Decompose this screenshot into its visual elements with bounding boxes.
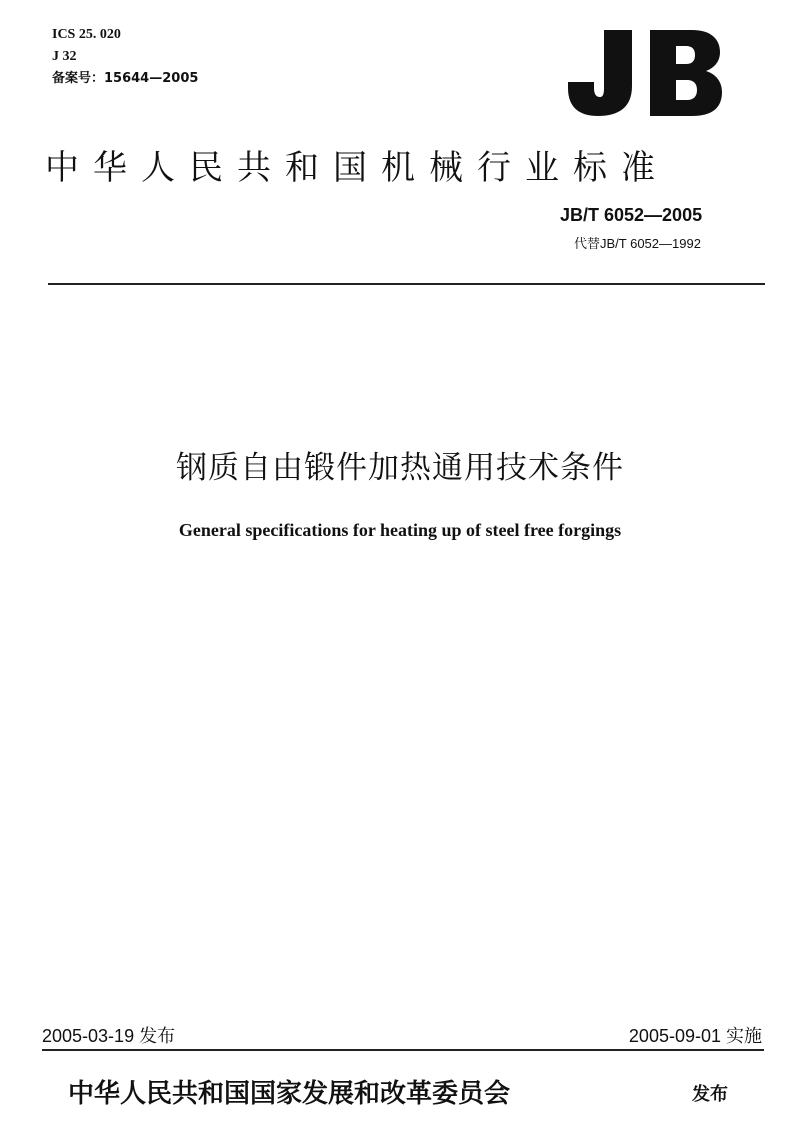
implementation-date: 2005-09-01 实施 (628, 1026, 762, 1046)
industry-standard-title: 中华人民共和国机械行业标准 (45, 148, 669, 188)
header-divider (48, 283, 765, 285)
footer-divider (42, 1049, 764, 1051)
classification-code: J 32 (52, 49, 77, 64)
standard-number: JB/T 6052—2005 (560, 205, 703, 225)
jb-logo (566, 26, 722, 118)
document-title-english: General specifications for heating up of steel free forgings (178, 520, 622, 540)
record-number: 备案号：15644—2005 (52, 71, 199, 86)
publisher-suffix: 发布 (692, 1084, 728, 1105)
document-title-chinese: 钢质自由锻件加热通用技术条件 (176, 450, 624, 486)
issue-date: 2005-03-19 发布 (42, 1026, 176, 1046)
replaces-standard: 代替JB/T 6052—1992 (574, 236, 701, 251)
ics-code: ICS 25. 020 (52, 27, 121, 42)
publisher-name: 中华人民共和国国家发展和改革委员会 (68, 1079, 511, 1109)
